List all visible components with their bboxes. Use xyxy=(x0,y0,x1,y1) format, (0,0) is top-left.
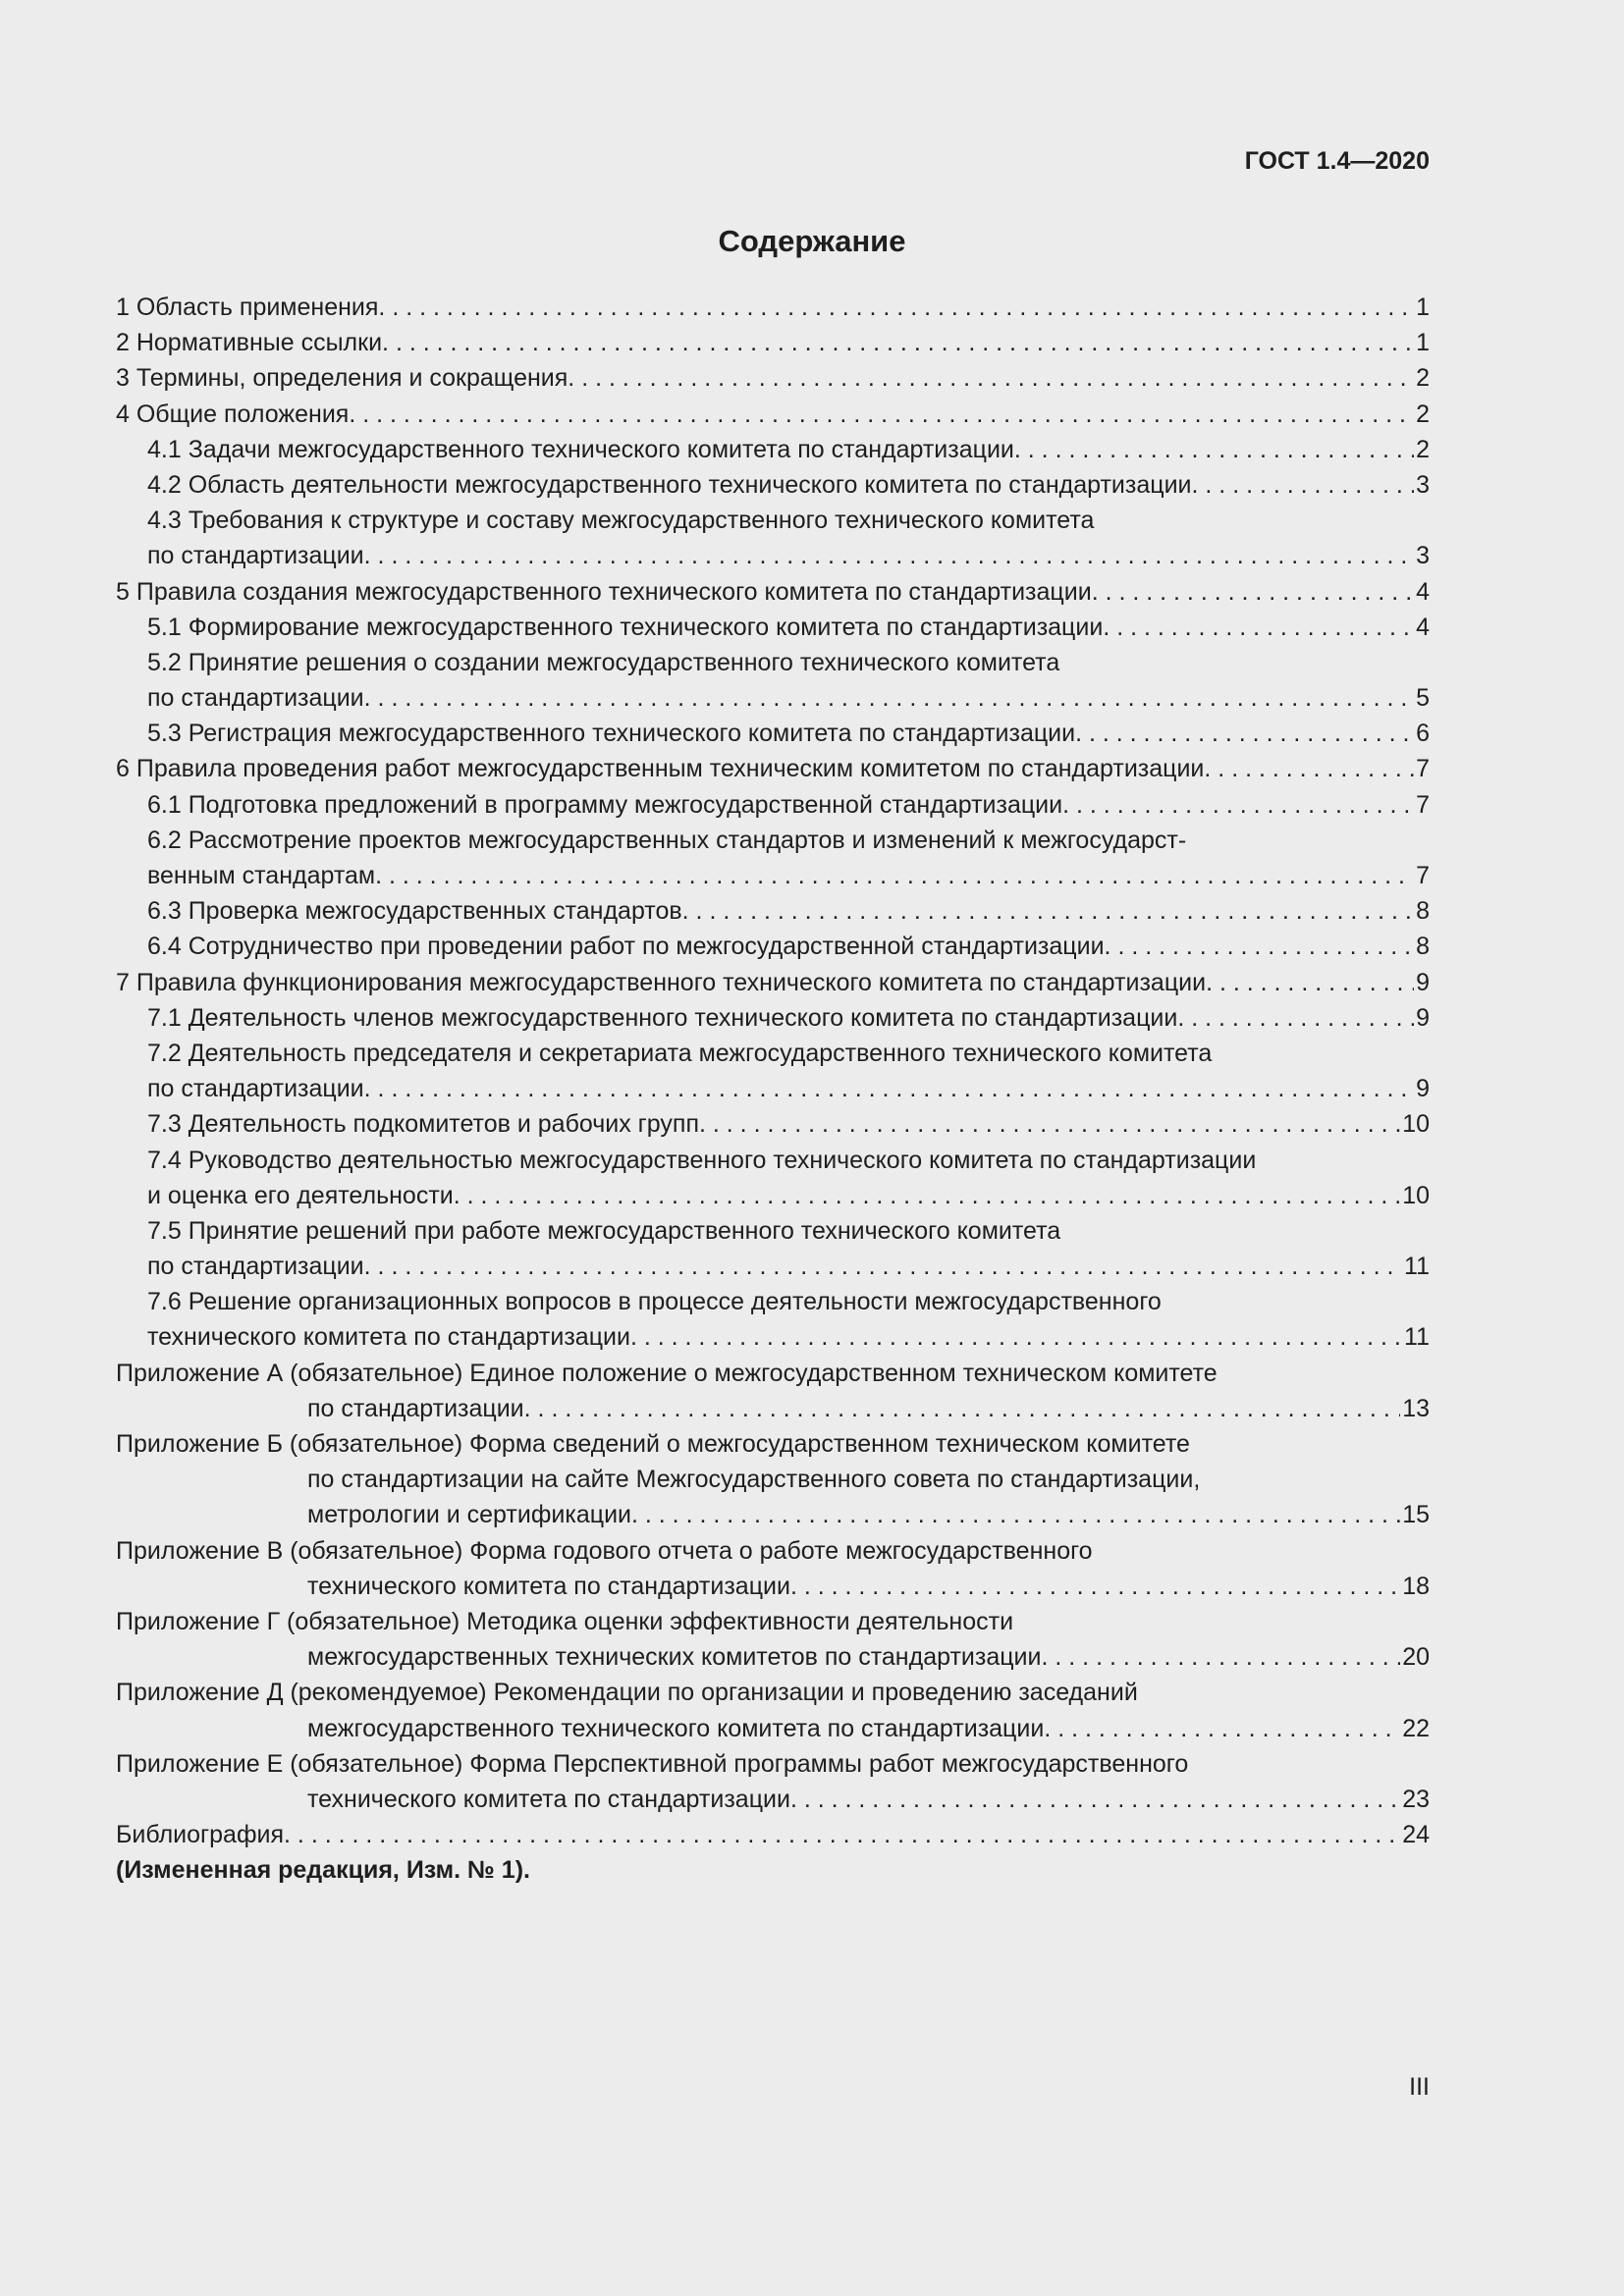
toc-page-number: 23 xyxy=(1402,1785,1430,1813)
toc-entry-text: 7.6 Решение организационных вопросов в процессе деятельности межгосударственного xyxy=(147,1288,1162,1316)
toc-line xyxy=(116,1569,1430,1604)
toc-entry-text: венным стандартам xyxy=(147,862,376,889)
toc-entry xyxy=(116,574,1430,610)
dot-leader xyxy=(364,1249,1402,1284)
toc-entry xyxy=(116,893,1430,929)
dot-leader xyxy=(454,1178,1400,1213)
toc-line xyxy=(116,610,1430,645)
toc-entry-text: 2 Нормативные ссылки xyxy=(116,329,383,357)
toc-line xyxy=(116,1675,1430,1710)
toc-entry-text: 6 Правила проведения работ межгосударственным техническим комитетом по стандартизации xyxy=(116,755,1205,783)
toc-entry-text: 7 Правила функционирования межгосударственного технического комитета по стандартизации xyxy=(116,968,1207,996)
toc-line xyxy=(116,1036,1430,1071)
dot-leader xyxy=(1014,432,1414,467)
toc-line xyxy=(116,1000,1430,1036)
toc-line xyxy=(116,1711,1430,1746)
toc-page-number: 11 xyxy=(1404,1253,1430,1281)
toc-entry-text: 5.2 Принятие решения о создании межгосударственного технического комитета xyxy=(147,648,1060,676)
toc-entry-text: Приложение Г (обязательное) Методика оценки эффективности деятельности xyxy=(116,1607,1014,1635)
revision-note: (Измененная редакция, Изм. № 1). xyxy=(116,1856,530,1885)
table-of-contents xyxy=(116,290,1430,1888)
toc-line xyxy=(116,1356,1430,1391)
toc-page-number: 7 xyxy=(1416,790,1430,819)
toc-entry xyxy=(116,716,1430,751)
toc-page-number: 10 xyxy=(1402,1181,1430,1209)
dot-leader xyxy=(524,1391,1401,1426)
dot-leader xyxy=(1206,965,1414,1000)
toc-entry xyxy=(116,610,1430,645)
toc-entry-text: по стандартизации xyxy=(147,684,364,713)
toc-entry xyxy=(116,1143,1430,1213)
toc-entry xyxy=(116,1533,1430,1604)
dot-leader xyxy=(364,1071,1414,1106)
toc-page-number: 18 xyxy=(1402,1572,1430,1600)
dot-leader xyxy=(1075,716,1414,751)
toc-entry xyxy=(116,1604,1430,1675)
toc-line xyxy=(116,1817,1430,1852)
dot-leader xyxy=(1177,1000,1414,1036)
toc-page-number: 9 xyxy=(1416,1003,1430,1032)
toc-entry xyxy=(116,929,1430,964)
toc-page-number: 5 xyxy=(1416,684,1430,713)
toc-entry xyxy=(116,1106,1430,1142)
dot-leader xyxy=(364,538,1414,573)
toc-line xyxy=(116,680,1430,716)
toc-entry xyxy=(116,397,1430,432)
toc-entry xyxy=(116,360,1430,396)
dot-leader xyxy=(790,1782,1400,1817)
toc-line xyxy=(116,360,1430,396)
toc-line xyxy=(116,1497,1430,1532)
toc-line xyxy=(116,1284,1430,1319)
page-number: III xyxy=(1409,2073,1430,2101)
toc-entry xyxy=(116,467,1430,503)
toc-line xyxy=(116,823,1430,858)
toc-entry xyxy=(116,1036,1430,1106)
toc-page-number: 11 xyxy=(1404,1323,1430,1352)
toc-entry-text: технического комитета по стандартизации xyxy=(147,1323,630,1352)
toc-entry-text: технического комитета по стандартизации xyxy=(307,1572,790,1600)
toc-entry xyxy=(116,1284,1430,1355)
toc-page-number: 9 xyxy=(1416,1075,1430,1103)
toc-entry xyxy=(116,1426,1430,1533)
toc-entry-text: Приложение А (обязательное) Единое положение о межгосударственном техническом комитете xyxy=(116,1359,1218,1387)
toc-entry-text: по стандартизации xyxy=(307,1394,524,1422)
toc-entry-text: 3 Термины, определения и сокращения xyxy=(116,364,568,393)
toc-page-number: 8 xyxy=(1416,933,1430,961)
toc-entry xyxy=(116,751,1430,786)
dot-leader xyxy=(1105,929,1415,964)
dot-leader xyxy=(382,325,1414,360)
toc-line xyxy=(116,574,1430,610)
toc-page-number: 10 xyxy=(1402,1110,1430,1139)
dot-leader xyxy=(364,680,1414,716)
toc-entry xyxy=(116,325,1430,360)
toc-title: Содержание xyxy=(718,224,906,258)
toc-page-number: 2 xyxy=(1416,400,1430,428)
toc-line xyxy=(116,397,1430,432)
toc-entry-text: 7.5 Принятие решений при работе межгосударственного технического комитета xyxy=(147,1216,1061,1245)
toc-entry-text: 7.1 Деятельность членов межгосударственного технического комитета по стандартизации xyxy=(147,1003,1178,1032)
toc-entry-text: 6.1 Подготовка предложений в программу межгосударственной стандартизации xyxy=(147,790,1063,819)
toc-entry-text: 5.1 Формирование межгосударственного технического комитета по стандартизации xyxy=(147,613,1104,641)
toc-entry-text: 4.1 Задачи межгосударственного технического комитета по стандартизации xyxy=(147,435,1014,463)
toc-line xyxy=(116,1426,1430,1462)
toc-page-number: 4 xyxy=(1416,613,1430,641)
toc-line xyxy=(116,1319,1430,1355)
toc-line xyxy=(116,751,1430,786)
toc-entry xyxy=(116,1675,1430,1745)
toc-entry xyxy=(116,432,1430,467)
toc-line xyxy=(116,1178,1430,1213)
toc-entry xyxy=(116,823,1430,893)
toc-line xyxy=(116,1462,1430,1497)
dot-leader xyxy=(349,397,1414,432)
toc-entry xyxy=(116,290,1430,325)
toc-entry-text: технического комитета по стандартизации xyxy=(307,1785,790,1813)
dot-leader xyxy=(1092,574,1414,610)
toc-line xyxy=(116,858,1430,893)
toc-line xyxy=(116,538,1430,573)
toc-page-number: 1 xyxy=(1416,329,1430,357)
dot-leader xyxy=(682,893,1414,929)
toc-entry-text: Приложение Е (обязательное) Форма Перспективной программы работ межгосударственного xyxy=(116,1749,1189,1778)
toc-page-number: 4 xyxy=(1416,577,1430,606)
toc-line xyxy=(116,965,1430,1000)
toc-entry-text: Приложение Д (рекомендуемое) Рекомендации по организации и проведению заседаний xyxy=(116,1679,1138,1707)
toc-line xyxy=(116,1143,1430,1178)
dot-leader xyxy=(1044,1711,1400,1746)
toc-page-number: 6 xyxy=(1416,720,1430,748)
toc-entry-text: 4.3 Требования к структуре и составу межгосударственного технического комитета xyxy=(147,507,1095,535)
toc-line xyxy=(116,290,1430,325)
dot-leader xyxy=(630,1319,1402,1355)
toc-page-number: 3 xyxy=(1416,542,1430,570)
dot-leader xyxy=(375,858,1414,893)
toc-page-number: 8 xyxy=(1416,897,1430,926)
toc-line xyxy=(116,1106,1430,1142)
toc-page-number: 7 xyxy=(1416,755,1430,783)
toc-entry xyxy=(116,1213,1430,1284)
toc-entry-text: 6.4 Сотрудничество при проведении работ по межгосударственной стандартизации xyxy=(147,933,1105,961)
toc-line xyxy=(116,1604,1430,1639)
toc-line xyxy=(116,1213,1430,1249)
toc-line xyxy=(116,893,1430,929)
dot-leader xyxy=(1204,751,1414,786)
toc-entry-text: Приложение Б (обязательное) Форма сведений о межгосударственном техническом комитете xyxy=(116,1430,1190,1458)
toc-line xyxy=(116,787,1430,823)
toc-entry-text: 5.3 Регистрация межгосударственного технического комитета по стандартизации xyxy=(147,720,1076,748)
toc-entry xyxy=(116,1817,1430,1852)
toc-entry xyxy=(116,1000,1430,1036)
toc-line xyxy=(116,929,1430,964)
toc-line xyxy=(116,503,1430,538)
dot-leader xyxy=(790,1569,1400,1604)
toc-line xyxy=(116,467,1430,503)
dot-leader xyxy=(1192,467,1415,503)
toc-entry xyxy=(116,787,1430,823)
toc-entry-text: 1 Область применения xyxy=(116,294,379,321)
toc-entry-text: межгосударственного технического комитета по стандартизации xyxy=(307,1714,1045,1742)
toc-line xyxy=(116,1391,1430,1426)
toc-line xyxy=(116,1782,1430,1817)
toc-entry-text: 4 Общие положения xyxy=(116,400,350,428)
toc-entry-text: Библиография xyxy=(116,1821,285,1849)
toc-entry-text: по стандартизации xyxy=(147,1253,364,1281)
toc-line xyxy=(116,1533,1430,1569)
toc-entry-text: 6.3 Проверка межгосударственных стандартов xyxy=(147,897,682,926)
toc-entry-text: 7.2 Деятельность председателя и секретариата межгосударственного технического комитета xyxy=(147,1039,1213,1067)
toc-page-number: 3 xyxy=(1416,470,1430,499)
toc-entry xyxy=(116,965,1430,1000)
toc-line xyxy=(116,1249,1430,1284)
toc-entry xyxy=(116,1746,1430,1817)
toc-entry-text: Приложение В (обязательное) Форма годового отчета о работе межгосударственного xyxy=(116,1536,1093,1565)
toc-page-number: 9 xyxy=(1416,968,1430,996)
toc-entry-text: по стандартизации на сайте Межгосударственного совета по стандартизации, xyxy=(307,1466,1201,1494)
toc-entry-text: по стандартизации xyxy=(147,1075,364,1103)
toc-line xyxy=(116,1746,1430,1782)
toc-entry-text: межгосударственных технических комитетов по стандартизации xyxy=(307,1643,1042,1672)
toc-page-number: 20 xyxy=(1402,1643,1430,1672)
toc-entry xyxy=(116,645,1430,716)
toc-line xyxy=(116,645,1430,680)
toc-line xyxy=(116,716,1430,751)
toc-entry xyxy=(116,1356,1430,1426)
toc-page-number: 13 xyxy=(1402,1394,1430,1422)
toc-entry-text: 6.2 Рассмотрение проектов межгосударственных стандартов и изменений к межгосударст- xyxy=(147,826,1187,854)
toc-entry-text: 4.2 Область деятельности межгосударственного технического комитета по стандартизации xyxy=(147,470,1192,499)
dot-leader xyxy=(1042,1639,1401,1675)
toc-page-number: 15 xyxy=(1402,1501,1430,1529)
dot-leader xyxy=(568,360,1414,396)
document-id: ГОСТ 1.4—2020 xyxy=(1244,147,1430,175)
toc-line xyxy=(116,1639,1430,1675)
toc-entry-text: 7.3 Деятельность подкомитетов и рабочих групп xyxy=(147,1110,699,1139)
dot-leader xyxy=(699,1106,1400,1142)
toc-line xyxy=(116,432,1430,467)
toc-page-number: 1 xyxy=(1416,294,1430,321)
dot-leader xyxy=(284,1817,1400,1852)
toc-entry xyxy=(116,503,1430,573)
toc-page-number: 22 xyxy=(1402,1714,1430,1742)
toc-entry-text: 5 Правила создания межгосударственного технического комитета по стандартизации xyxy=(116,577,1092,606)
toc-page-number: 2 xyxy=(1416,435,1430,463)
toc-page-number: 7 xyxy=(1416,862,1430,889)
toc-page-number: 24 xyxy=(1402,1821,1430,1849)
toc-entry-text: и оценка его деятельности xyxy=(147,1181,454,1209)
dot-leader xyxy=(1062,787,1414,823)
toc-page-number: 2 xyxy=(1416,364,1430,393)
toc-entry-text: 7.4 Руководство деятельностью межгосударственного технического комитета по стандартизации xyxy=(147,1146,1257,1174)
toc-entry-text: по стандартизации xyxy=(147,542,364,570)
toc-entry-text: метрологии и сертификации xyxy=(307,1501,631,1529)
dot-leader xyxy=(1103,610,1414,645)
toc-line xyxy=(116,1071,1430,1106)
toc-line xyxy=(116,325,1430,360)
dot-leader xyxy=(378,290,1414,325)
dot-leader xyxy=(631,1497,1400,1532)
